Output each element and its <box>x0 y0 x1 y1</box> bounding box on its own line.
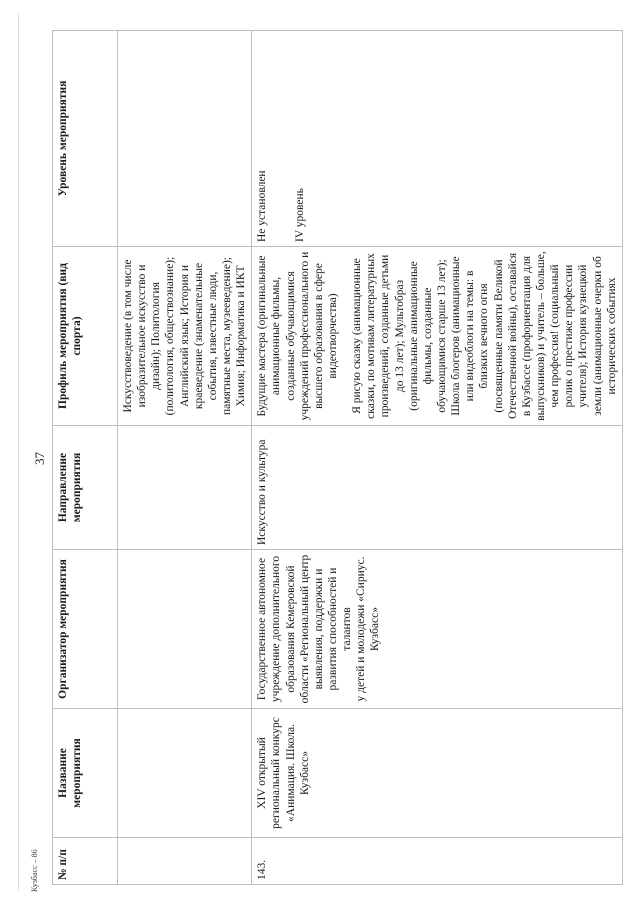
prev-org-cell <box>118 550 252 709</box>
row-name: XIV открытый региональный конкурс «Анимация. Школа. Кузбасс» <box>252 709 623 838</box>
row-direction: Искусство и культура <box>252 426 623 550</box>
row-num: 143. <box>252 838 623 885</box>
table-row-prev <box>118 31 252 885</box>
prev-num-cell <box>118 838 252 885</box>
prev-name-cell <box>118 709 252 838</box>
row-level-text-2: IV уровень <box>294 188 307 242</box>
prev-direction-cell <box>118 426 252 550</box>
header-profile: Профиль мероприятия (вид спорта) <box>53 247 118 426</box>
row-organizer-text: Государственное автономное учреждение дополнительного образования Кемеровской области «Региональный центр выявления, поддержки и развития способностей и талантов <box>256 554 354 704</box>
row-level-text: Не установлен <box>256 170 269 242</box>
prev-profile-cell: Искусствоведение (в том числе изобразительное искусство и дизайн); Политология (политология, обществознание); Английский язык; История и краеведение (знаменательные события, известные люди, памятные места, музееведение); Химия; Информатика и ИКТ <box>118 247 252 426</box>
row-level <box>252 31 623 247</box>
header-level: Уровень мероприятия <box>53 31 118 247</box>
table-header-row <box>53 31 118 885</box>
footer-mark: Кузбасс – 86 <box>30 849 39 892</box>
header-org: Организатор мероприятия <box>53 550 118 709</box>
rotated-page <box>30 45 618 885</box>
header-direction: Направление мероприятия <box>53 426 118 550</box>
row-profile-text-2: Я рисую сказку (анимационные сказки, по мотивам литературных произведений, созданные детьми до 13 лет); Мультобраз (оригинальные анимационные фильмы, созданные обучающимися старше 13 лет); Школа блогеров (анимационные или видеоблоги на темы: в близких вечного огня (посвященные памяти Великой Отечественной войны), оставайся в Кузбассе (профориентация для выпускников) и учитель – больше, чем профессия! (социальный ролик о престиже профессии учителя); История кузнецкой земли (анимационные очерки об исторических событиях <box>351 251 618 421</box>
events-table <box>52 30 623 885</box>
page-number: 37 <box>32 452 47 465</box>
header-name: Название мероприятия <box>53 709 118 838</box>
header-num: № п/п <box>53 838 118 885</box>
row-profile-text: Будущие мастера (оригинальные анимационные фильмы, созданные обучающимися учреждений профессионального и высшего образования в сфере видеотворчества) <box>256 251 339 421</box>
row-organizer-text-2: у детей и молодежи «Сириус. Кузбасс» <box>355 556 382 702</box>
table-row <box>252 31 623 885</box>
prev-level-cell <box>118 31 252 247</box>
row-profile <box>252 247 623 426</box>
row-organizer <box>252 550 623 709</box>
